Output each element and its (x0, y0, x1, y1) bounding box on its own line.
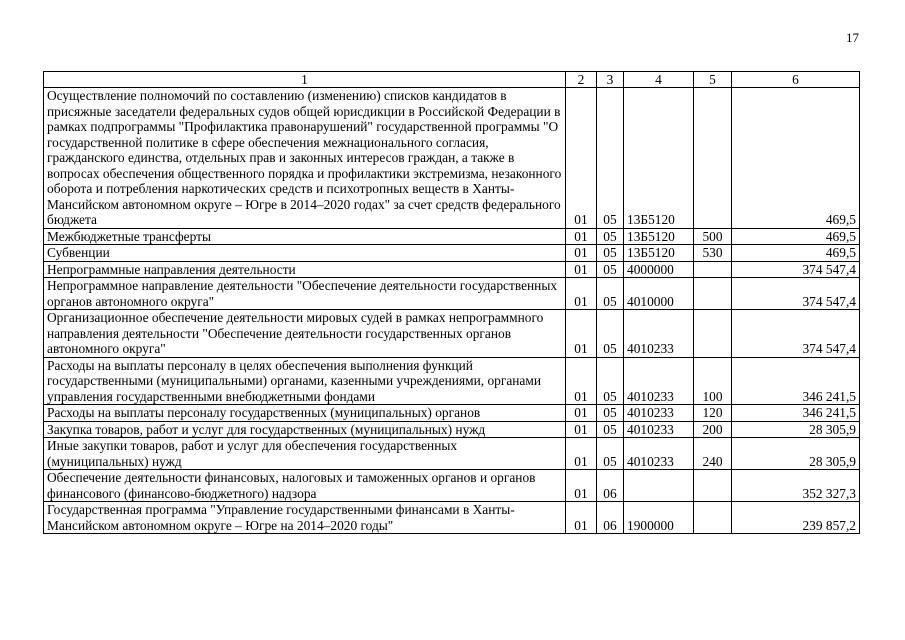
table-row (44, 438, 860, 470)
row-amount: 28 305,9 (732, 421, 860, 438)
row-expense-type-code (694, 310, 732, 358)
column-header-5: 5 (694, 72, 732, 88)
row-amount: 239 857,2 (732, 502, 860, 534)
row-expense-type-code: 530 (694, 245, 732, 262)
row-expense-type-code: 240 (694, 438, 732, 470)
row-name-cell: Государственная программа "Управление государственными финансами в Ханты-Мансийском автономном округе – Югре на 2014–2020 годы" (44, 502, 566, 534)
row-subsection-code: 06 (597, 502, 624, 534)
row-section-code: 01 (566, 502, 597, 534)
row-target-article-code: 4010233 (624, 421, 694, 438)
row-expense-type-code (694, 502, 732, 534)
row-name-cell: Межбюджетные трансферты (44, 228, 566, 245)
row-name-cell: Непрограммное направление деятельности "Обеспечение деятельности государственных органов автономного округа" (44, 278, 566, 310)
header-row (44, 72, 860, 88)
table-row (44, 310, 860, 358)
row-target-article-code: 4010233 (624, 405, 694, 422)
row-name-cell: Закупка товаров, работ и услуг для государственных (муниципальных) нужд (44, 421, 566, 438)
row-section-code: 01 (566, 310, 597, 358)
row-subsection-code: 05 (597, 261, 624, 278)
row-name-cell: Субвенции (44, 245, 566, 262)
row-expense-type-code: 500 (694, 228, 732, 245)
row-subsection-code: 05 (597, 405, 624, 422)
row-amount: 352 327,3 (732, 470, 860, 502)
row-target-article-code: 4000000 (624, 261, 694, 278)
row-target-article-code: 4010233 (624, 438, 694, 470)
row-expense-type-code (694, 470, 732, 502)
table-row (44, 357, 860, 405)
row-subsection-code: 05 (597, 88, 624, 229)
row-amount: 28 305,9 (732, 438, 860, 470)
page-number: 17 (846, 30, 859, 45)
row-section-code: 01 (566, 278, 597, 310)
row-target-article-code: 13Б5120 (624, 245, 694, 262)
table-row (44, 502, 860, 534)
row-name-cell: Иные закупки товаров, работ и услуг для обеспечения государственных (муниципальных) нужд (44, 438, 566, 470)
row-name-cell: Организационное обеспечение деятельности мировых судей в рамках непрограммного направления деятельности "Обеспечение деятельности государственных органов автономного округа" (44, 310, 566, 358)
row-subsection-code: 05 (597, 228, 624, 245)
row-subsection-code: 05 (597, 438, 624, 470)
row-section-code: 01 (566, 470, 597, 502)
row-subsection-code: 05 (597, 310, 624, 358)
row-subsection-code: 06 (597, 470, 624, 502)
table-row (44, 470, 860, 502)
row-name-cell: Осуществление полномочий по составлению (изменению) списков кандидатов в присяжные заседатели федеральных судов общей юрисдикции в Российской Федерации в рамках подпрограммы "Профилактика правонарушений" государственной программы "О государственной политике в сфере обеспечения межнационального согласия, гражданского единства, отдельных прав и законных интересов граждан, а также в вопросах обеспечения общественного порядка и профилактики экстремизма, незаконного оборота и потребления наркотических средств и психотропных веществ в Ханты-Мансийском автономном округе – Югре в 2014–2020 годах" за счет средств федерального бюджета (44, 88, 566, 229)
table-row (44, 245, 860, 262)
row-target-article-code: 13Б5120 (624, 88, 694, 229)
row-name-cell: Расходы на выплаты персоналу государственных (муниципальных) органов (44, 405, 566, 422)
row-section-code: 01 (566, 357, 597, 405)
row-target-article-code (624, 470, 694, 502)
row-expense-type-code (694, 88, 732, 229)
row-amount: 469,5 (732, 245, 860, 262)
table-row (44, 261, 860, 278)
column-header-2: 2 (566, 72, 597, 88)
row-target-article-code: 1900000 (624, 502, 694, 534)
row-subsection-code: 05 (597, 278, 624, 310)
row-section-code: 01 (566, 438, 597, 470)
column-header-1: 1 (44, 72, 566, 88)
row-amount: 346 241,5 (732, 405, 860, 422)
row-amount: 346 241,5 (732, 357, 860, 405)
row-target-article-code: 4010233 (624, 357, 694, 405)
row-section-code: 01 (566, 245, 597, 262)
row-target-article-code: 4010233 (624, 310, 694, 358)
row-amount: 374 547,4 (732, 310, 860, 358)
table-row (44, 88, 860, 229)
budget-table (43, 71, 860, 534)
row-expense-type-code (694, 261, 732, 278)
row-expense-type-code: 120 (694, 405, 732, 422)
column-header-4: 4 (624, 72, 694, 88)
row-name-cell: Расходы на выплаты персоналу в целях обеспечения выполнения функций государственными (муниципальными) органами, казенными учреждениями, органами управления государственными внебюджетными фондами (44, 357, 566, 405)
row-amount: 374 547,4 (732, 261, 860, 278)
table-row (44, 405, 860, 422)
table-row (44, 278, 860, 310)
row-amount: 469,5 (732, 228, 860, 245)
row-amount: 469,5 (732, 88, 860, 229)
table-row (44, 421, 860, 438)
row-expense-type-code (694, 278, 732, 310)
row-section-code: 01 (566, 228, 597, 245)
row-subsection-code: 05 (597, 357, 624, 405)
column-header-3: 3 (597, 72, 624, 88)
row-section-code: 01 (566, 405, 597, 422)
row-section-code: 01 (566, 261, 597, 278)
column-header-6: 6 (732, 72, 860, 88)
row-amount: 374 547,4 (732, 278, 860, 310)
row-expense-type-code: 100 (694, 357, 732, 405)
row-section-code: 01 (566, 88, 597, 229)
row-name-cell: Обеспечение деятельности финансовых, налоговых и таможенных органов и органов финансового (финансово-бюджетного) надзора (44, 470, 566, 502)
row-section-code: 01 (566, 421, 597, 438)
row-name-cell: Непрограммные направления деятельности (44, 261, 566, 278)
row-expense-type-code: 200 (694, 421, 732, 438)
row-target-article-code: 13Б5120 (624, 228, 694, 245)
row-subsection-code: 05 (597, 421, 624, 438)
row-subsection-code: 05 (597, 245, 624, 262)
table-row (44, 228, 860, 245)
row-target-article-code: 4010000 (624, 278, 694, 310)
